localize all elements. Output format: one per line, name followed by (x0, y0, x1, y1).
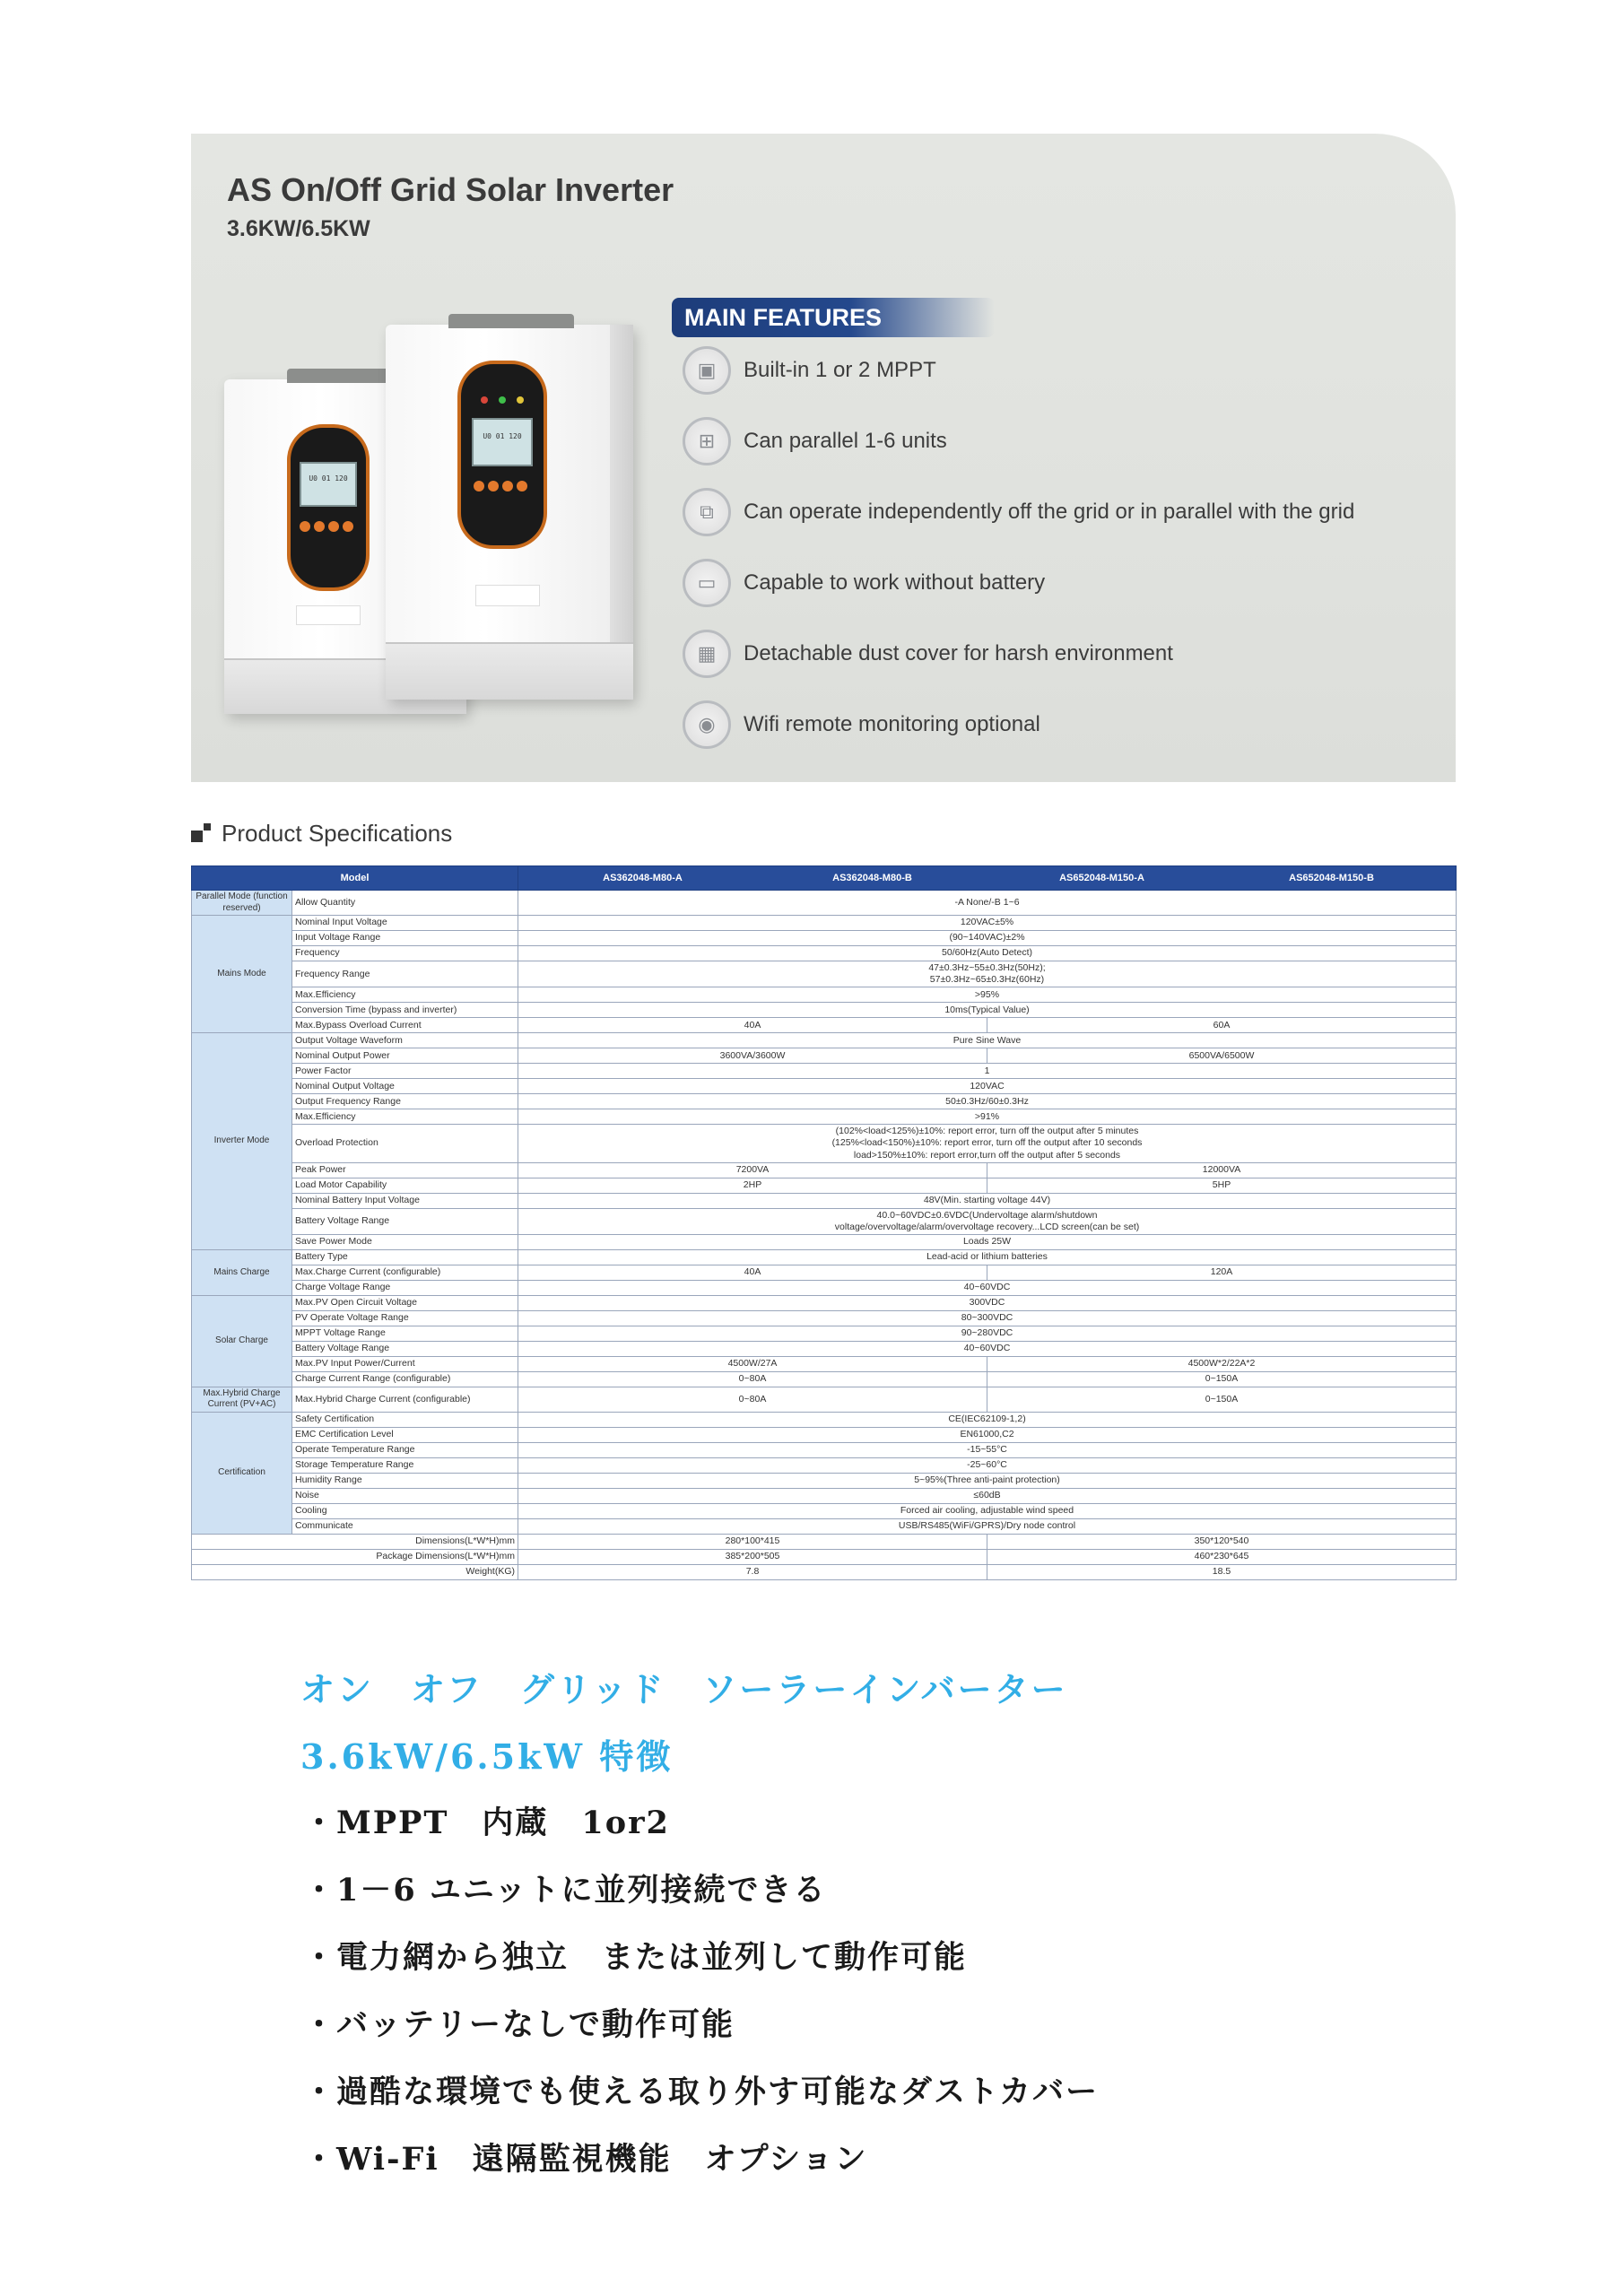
table-row (192, 1457, 1457, 1473)
spec-value: Forced air cooling, adjustable wind speed (518, 1503, 1457, 1518)
spec-value: 7200VA (518, 1162, 987, 1178)
spec-parameter: Max.Efficiency (292, 987, 518, 1003)
spec-parameter: Overload Protection (292, 1125, 518, 1162)
spec-category: Certification (192, 1412, 292, 1534)
spec-parameter: EMC Certification Level (292, 1427, 518, 1442)
feature-item: ▭ Capable to work without battery (683, 556, 1045, 610)
table-row (192, 987, 1457, 1003)
jp-title-line2: 3.6kW/6.5kW 特徴 (300, 1736, 674, 1777)
spec-heading: Product Specifications (191, 818, 452, 848)
table-row (192, 1079, 1457, 1094)
spec-value: 460*230*645 (987, 1549, 1457, 1564)
spec-value: 0~150A (987, 1387, 1457, 1412)
spec-value: 385*200*505 (518, 1549, 987, 1564)
spec-category: Solar Charge (192, 1295, 292, 1387)
spec-value: >91% (518, 1109, 1457, 1125)
feature-item: ▦ Detachable dust cover for harsh environment (683, 627, 1173, 681)
table-row (192, 1412, 1457, 1427)
spec-parameter: Input Voltage Range (292, 931, 518, 946)
table-row (192, 1109, 1457, 1125)
table-row (192, 1048, 1457, 1064)
spec-value: 50/60Hz(Auto Detect) (518, 946, 1457, 961)
spec-parameter: Conversion Time (bypass and inverter) (292, 1003, 518, 1018)
table-row (192, 1249, 1457, 1265)
feature-item: ◉ Wifi remote monitoring optional (683, 698, 1040, 752)
spec-parameter: Output Voltage Waveform (292, 1033, 518, 1048)
jp-title-line1: オン オフ グリッド ソーラーインバーター (300, 1669, 1068, 1709)
spec-parameter: Frequency Range (292, 961, 518, 987)
spec-value: 10ms(Typical Value) (518, 1003, 1457, 1018)
spec-parameter: Dimensions(L*W*H)mm (192, 1534, 518, 1549)
spec-column-header: Model (192, 866, 518, 891)
square-bullet-icon (191, 823, 211, 843)
spec-parameter: Save Power Mode (292, 1234, 518, 1249)
spec-value: 120A (987, 1265, 1457, 1280)
table-row (192, 931, 1457, 946)
hero-banner (191, 134, 1456, 782)
spec-value: 12000VA (987, 1162, 1457, 1178)
spec-parameter: Peak Power (292, 1162, 518, 1178)
jp-feature-item: ・Wi-Fi 遠隔監視機能 オプション (303, 2141, 868, 2178)
spec-value: 2HP (518, 1178, 987, 1193)
spec-value: 7.8 (518, 1564, 987, 1579)
table-row (192, 1178, 1457, 1193)
spec-value: 40A (518, 1018, 987, 1033)
spec-value: (90~140VAC)±2% (518, 931, 1457, 946)
spec-parameter: Max.PV Open Circuit Voltage (292, 1295, 518, 1310)
spec-parameter: Max.PV Input Power/Current (292, 1356, 518, 1371)
spec-parameter: Safety Certification (292, 1412, 518, 1427)
spec-value: 0~80A (518, 1387, 987, 1412)
spec-parameter: Charge Voltage Range (292, 1280, 518, 1295)
table-row (192, 1003, 1457, 1018)
inverter-screen-readout: U0 01 120 (309, 474, 348, 483)
spec-parameter: Max.Efficiency (292, 1109, 518, 1125)
jp-feature-item: ・MPPT 内蔵 1or2 (303, 1805, 670, 1841)
product-title: AS On/Off Grid Solar Inverter (227, 171, 674, 208)
spec-parameter: Humidity Range (292, 1473, 518, 1488)
table-row (192, 1162, 1457, 1178)
spec-value: 5HP (987, 1178, 1457, 1193)
spec-model-headers: AS362048-M80-A AS362048-M80-B AS652048-M150-A AS652048-M150-B (518, 866, 1457, 891)
table-row (192, 1503, 1457, 1518)
spec-value: 350*120*540 (987, 1534, 1457, 1549)
spec-value: (102%<load<125%)±10%: report error, turn off the output after 5 minutes (125%<load<150%)±10%: report error, turn off the output after 10 seconds load>150%±10%: report error,turn off the output after 5 seconds (518, 1125, 1457, 1162)
spec-parameter: Nominal Output Power (292, 1048, 518, 1064)
table-row (192, 1549, 1457, 1564)
spec-value: Lead-acid or lithium batteries (518, 1249, 1457, 1265)
table-row (192, 1488, 1457, 1503)
table-row (192, 1234, 1457, 1249)
spec-value: 47±0.3Hz~55±0.3Hz(50Hz); 57±0.3Hz~65±0.3Hz(60Hz) (518, 961, 1457, 987)
feature-item: ⧉ Can operate independently off the grid or in parallel with the grid (683, 485, 1354, 539)
spec-value: 40A (518, 1265, 987, 1280)
spec-value: 48V(Min. starting voltage 44V) (518, 1193, 1457, 1208)
spec-parameter: Charge Current Range (configurable) (292, 1371, 518, 1387)
spec-parameter: Battery Type (292, 1249, 518, 1265)
mppt-icon: ▣ (683, 346, 731, 395)
spec-value: 3600VA/3600W (518, 1048, 987, 1064)
table-row (192, 946, 1457, 961)
dust-cover-icon: ▦ (683, 630, 731, 678)
spec-parameter: Noise (292, 1488, 518, 1503)
spec-parameter: Max.Hybrid Charge Current (configurable) (292, 1387, 518, 1412)
spec-parameter: Nominal Input Voltage (292, 916, 518, 931)
spec-value: 6500VA/6500W (987, 1048, 1457, 1064)
spec-value: ≤60dB (518, 1488, 1457, 1503)
spec-parameter: Cooling (292, 1503, 518, 1518)
jp-feature-item: ・過酷な環境でも使える取り外す可能なダストカバー (303, 2074, 1099, 2110)
inverter-screen-readout: U0 01 120 (483, 432, 522, 440)
spec-value: 0~80A (518, 1371, 987, 1387)
spec-value: 60A (987, 1018, 1457, 1033)
spec-parameter: Nominal Battery Input Voltage (292, 1193, 518, 1208)
table-row (192, 1064, 1457, 1079)
table-row (192, 1356, 1457, 1371)
table-row (192, 1094, 1457, 1109)
table-row (192, 1033, 1457, 1048)
spec-value: 300VDC (518, 1295, 1457, 1310)
spec-table (191, 865, 1457, 1580)
grid-icon: ⧉ (683, 488, 731, 536)
table-row (192, 1125, 1457, 1162)
spec-parameter: MPPT Voltage Range (292, 1326, 518, 1341)
spec-value: 18.5 (987, 1564, 1457, 1579)
spec-value: 120VAC±5% (518, 916, 1457, 931)
spec-value: USB/RS485(WiFi/GPRS)/Dry node control (518, 1518, 1457, 1534)
spec-value: -25~60°C (518, 1457, 1457, 1473)
spec-category: Mains Mode (192, 916, 292, 1033)
spec-value: 40.0~60VDC±0.6VDC(Undervoltage alarm/shutdown voltage/overvoltage/alarm/overvoltage recovery...LCD screen(can be set) (518, 1208, 1457, 1234)
table-row (192, 1018, 1457, 1033)
spec-parameter: Operate Temperature Range (292, 1442, 518, 1457)
table-row (192, 1265, 1457, 1280)
spec-category: Inverter Mode (192, 1033, 292, 1250)
spec-value: 5~95%(Three anti-paint protection) (518, 1473, 1457, 1488)
table-row (192, 1387, 1457, 1412)
jp-feature-item: ・バッテリーなしで動作可能 (303, 2006, 735, 2043)
table-row (192, 916, 1457, 931)
spec-category: Parallel Mode (function reserved) (192, 891, 292, 916)
feature-item: ▣ Built-in 1 or 2 MPPT (683, 344, 936, 397)
table-row (192, 1564, 1457, 1579)
spec-parameter: Storage Temperature Range (292, 1457, 518, 1473)
spec-parameter: Nominal Output Voltage (292, 1079, 518, 1094)
table-row (192, 1518, 1457, 1534)
table-row (192, 1193, 1457, 1208)
spec-value: EN61000,C2 (518, 1427, 1457, 1442)
spec-parameter: PV Operate Voltage Range (292, 1310, 518, 1326)
spec-value: 40~60VDC (518, 1280, 1457, 1295)
spec-parameter: Communicate (292, 1518, 518, 1534)
spec-value: 4500W/27A (518, 1356, 987, 1371)
table-row (192, 1473, 1457, 1488)
table-row (192, 1534, 1457, 1549)
spec-parameter: Battery Voltage Range (292, 1208, 518, 1234)
spec-value: 90~280VDC (518, 1326, 1457, 1341)
spec-value: 4500W*2/22A*2 (987, 1356, 1457, 1371)
jp-feature-item: ・電力網から独立 または並列して動作可能 (303, 1939, 968, 1976)
spec-parameter: Frequency (292, 946, 518, 961)
product-power-rating: 3.6KW/6.5KW (227, 216, 370, 241)
table-row (192, 1427, 1457, 1442)
wifi-icon: ◉ (683, 700, 731, 749)
spec-parameter: Allow Quantity (292, 891, 518, 916)
inverter-image-large (386, 325, 633, 700)
table-row (192, 1310, 1457, 1326)
battery-icon: ▭ (683, 559, 731, 607)
feature-item: ⊞ Can parallel 1-6 units (683, 414, 947, 468)
spec-value: -A None/-B 1~6 (518, 891, 1457, 916)
spec-value: CE(IEC62109-1,2) (518, 1412, 1457, 1427)
table-row (192, 1442, 1457, 1457)
spec-parameter: Package Dimensions(L*W*H)mm (192, 1549, 518, 1564)
spec-parameter: Max.Bypass Overload Current (292, 1018, 518, 1033)
table-row (192, 1280, 1457, 1295)
table-row (192, 1295, 1457, 1310)
table-row (192, 961, 1457, 987)
spec-value: 280*100*415 (518, 1534, 987, 1549)
spec-value: 0~150A (987, 1371, 1457, 1387)
table-row (192, 891, 1457, 916)
table-row (192, 1341, 1457, 1356)
table-row (192, 1208, 1457, 1234)
spec-category: Mains Charge (192, 1249, 292, 1295)
spec-value: Pure Sine Wave (518, 1033, 1457, 1048)
spec-parameter: Max.Charge Current (configurable) (292, 1265, 518, 1280)
spec-value: 80~300VDC (518, 1310, 1457, 1326)
parallel-units-icon: ⊞ (683, 417, 731, 465)
spec-value: 120VAC (518, 1079, 1457, 1094)
main-features-badge: MAIN FEATURES (672, 298, 995, 337)
spec-parameter: Battery Voltage Range (292, 1341, 518, 1356)
spec-parameter: Weight(KG) (192, 1564, 518, 1579)
spec-parameter: Power Factor (292, 1064, 518, 1079)
spec-parameter: Load Motor Capability (292, 1178, 518, 1193)
spec-value: 1 (518, 1064, 1457, 1079)
spec-value: >95% (518, 987, 1457, 1003)
spec-value: -15~55°C (518, 1442, 1457, 1457)
spec-value: 50±0.3Hz/60±0.3Hz (518, 1094, 1457, 1109)
table-row (192, 1371, 1457, 1387)
spec-value: 40~60VDC (518, 1341, 1457, 1356)
spec-value: Loads 25W (518, 1234, 1457, 1249)
table-row (192, 1326, 1457, 1341)
spec-parameter: Output Frequency Range (292, 1094, 518, 1109)
jp-feature-item: ・1－6 ユニットに並列接続できる (303, 1872, 827, 1909)
spec-category: Max.Hybrid Charge Current (PV+AC) (192, 1387, 292, 1412)
